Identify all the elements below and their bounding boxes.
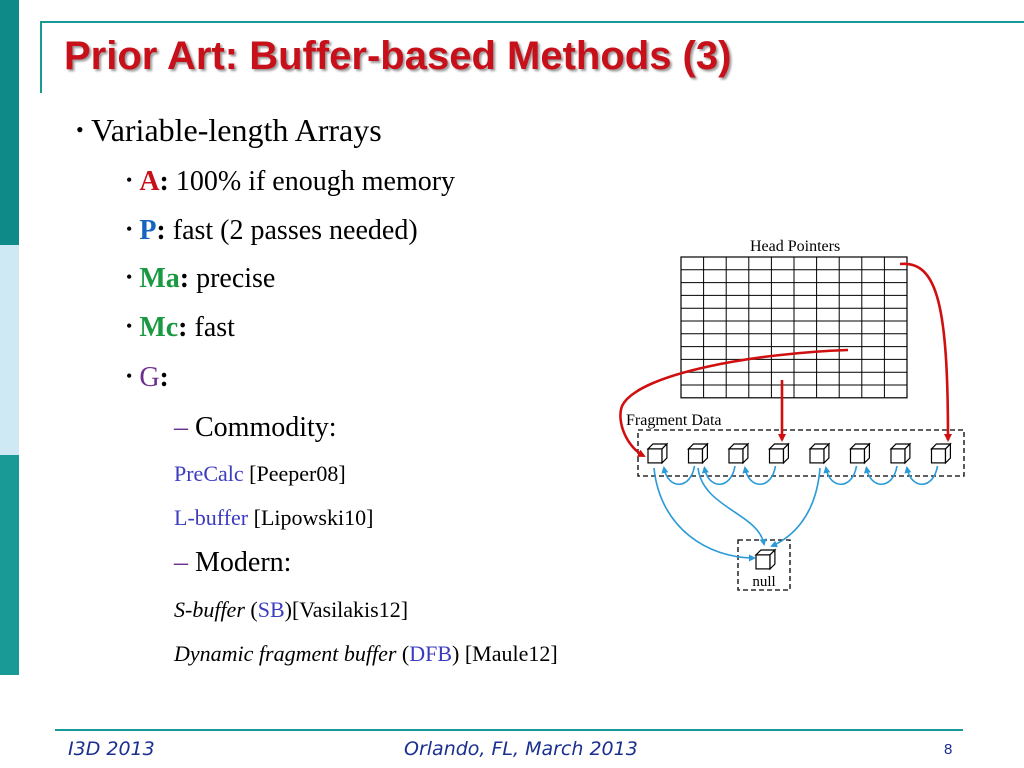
fragment-data-label: Fragment Data bbox=[626, 412, 722, 429]
bullet-sep: : bbox=[159, 166, 169, 197]
fragment-cube-icon bbox=[851, 444, 870, 463]
bullet-mc bbox=[126, 312, 235, 344]
fragment-cube-icon bbox=[891, 444, 910, 463]
sub-text: Modern: bbox=[188, 547, 292, 578]
sub-text: Commodity: bbox=[188, 412, 337, 443]
title-top-rule bbox=[40, 21, 1024, 23]
head-pointer-grid bbox=[681, 257, 907, 398]
null-cube-icon bbox=[756, 550, 775, 569]
linked-list-diagram bbox=[608, 228, 978, 598]
null-arrow-2 bbox=[772, 468, 820, 546]
fragment-nodes bbox=[648, 444, 950, 463]
title-left-rule bbox=[40, 21, 42, 93]
item-dfb bbox=[174, 641, 558, 667]
fragment-cube-icon bbox=[770, 444, 789, 463]
cube-front bbox=[729, 449, 743, 463]
cube-front bbox=[932, 449, 946, 463]
method-abbr: SB bbox=[257, 597, 285, 622]
bullet-a bbox=[126, 166, 455, 198]
citation: [Maule12] bbox=[459, 641, 558, 666]
bullet-key: G bbox=[139, 362, 160, 393]
cube-front bbox=[648, 449, 662, 463]
citation: [Vasilakis12] bbox=[291, 597, 409, 622]
bullet-sep: : bbox=[159, 362, 169, 393]
paren-open: ( bbox=[396, 641, 410, 666]
next-arrow bbox=[745, 466, 776, 484]
sub-modern bbox=[174, 547, 291, 579]
cube-front bbox=[770, 449, 784, 463]
fragment-cube-icon bbox=[810, 444, 829, 463]
left-accent-bar-top bbox=[0, 0, 19, 245]
bullet-text: Variable-length Arrays bbox=[91, 112, 382, 148]
bullet-key: Ma bbox=[139, 263, 180, 294]
next-arrow bbox=[664, 466, 695, 484]
cube-front bbox=[891, 449, 905, 463]
sub-commodity bbox=[174, 412, 337, 444]
fragment-cube-icon bbox=[689, 444, 708, 463]
paren-open: ( bbox=[244, 597, 258, 622]
method-name: Dynamic fragment buffer bbox=[174, 641, 397, 666]
bullet-text: fast (2 passes needed) bbox=[165, 215, 418, 246]
left-accent-bar-bottom bbox=[0, 455, 19, 675]
method-name: S-buffer bbox=[174, 597, 245, 622]
bullet-dot: • bbox=[126, 366, 133, 386]
item-lbuffer bbox=[174, 505, 373, 531]
method-abbr: DFB bbox=[409, 641, 453, 666]
bullet-dot: • bbox=[126, 219, 133, 239]
bullet-dot: • bbox=[126, 316, 133, 336]
dash: – bbox=[174, 412, 188, 443]
bullet-sep: : bbox=[179, 263, 190, 294]
bullet-sep: : bbox=[156, 215, 166, 246]
bullet-dot: • bbox=[126, 267, 133, 287]
bullet-ma bbox=[126, 263, 275, 295]
fragment-cube-icon bbox=[648, 444, 667, 463]
cube-front bbox=[756, 555, 770, 569]
bullet-key: Mc bbox=[139, 312, 179, 343]
bullet-sep: : bbox=[178, 312, 188, 343]
paren-close: ) bbox=[452, 641, 460, 666]
bullet-g bbox=[126, 362, 169, 394]
footer-location: Orlando, FL, March 2013 bbox=[404, 738, 638, 760]
bullet-dot: • bbox=[76, 117, 84, 142]
item-sbuffer bbox=[174, 597, 408, 623]
cube-front bbox=[810, 449, 824, 463]
null-arrow-1 bbox=[654, 468, 754, 558]
citation: [Peeper08] bbox=[243, 461, 346, 486]
cube-front bbox=[689, 449, 703, 463]
head-pointers-label: Head Pointers bbox=[750, 238, 841, 255]
page-number: 8 bbox=[944, 741, 953, 758]
method-name: PreCalc bbox=[174, 461, 244, 486]
bullet-variable-length-arrays bbox=[76, 112, 382, 149]
item-precalc bbox=[174, 461, 346, 487]
link-arrow-3 bbox=[698, 468, 764, 544]
fragment-data-box bbox=[638, 430, 964, 476]
footer-conference: I3D 2013 bbox=[68, 738, 155, 760]
next-arrow bbox=[867, 466, 898, 484]
bullet-text: fast bbox=[187, 312, 235, 343]
bullet-text: precise bbox=[189, 263, 276, 294]
next-arrow bbox=[705, 466, 736, 484]
fragment-cube-icon bbox=[932, 444, 951, 463]
bullet-key: P bbox=[139, 215, 157, 246]
bullet-text: 100% if enough memory bbox=[168, 166, 456, 197]
left-accent-bar-middle bbox=[0, 245, 19, 455]
bullet-dot: • bbox=[126, 170, 133, 190]
bullet-p bbox=[126, 215, 418, 247]
bullet-key: A bbox=[139, 166, 160, 197]
method-name: L-buffer bbox=[174, 505, 249, 530]
fragment-cube-icon bbox=[729, 444, 748, 463]
null-label: null bbox=[752, 574, 776, 590]
citation: [Lipowski10] bbox=[248, 505, 374, 530]
next-arrow bbox=[907, 466, 938, 484]
cube-front bbox=[851, 449, 865, 463]
paren-close: ) bbox=[284, 597, 292, 622]
slide-title: Prior Art: Buffer-based Methods (3) bbox=[64, 34, 732, 78]
footer-rule bbox=[55, 729, 963, 731]
null-cube bbox=[756, 550, 775, 569]
next-arrow bbox=[826, 466, 857, 484]
dash: – bbox=[174, 547, 188, 578]
